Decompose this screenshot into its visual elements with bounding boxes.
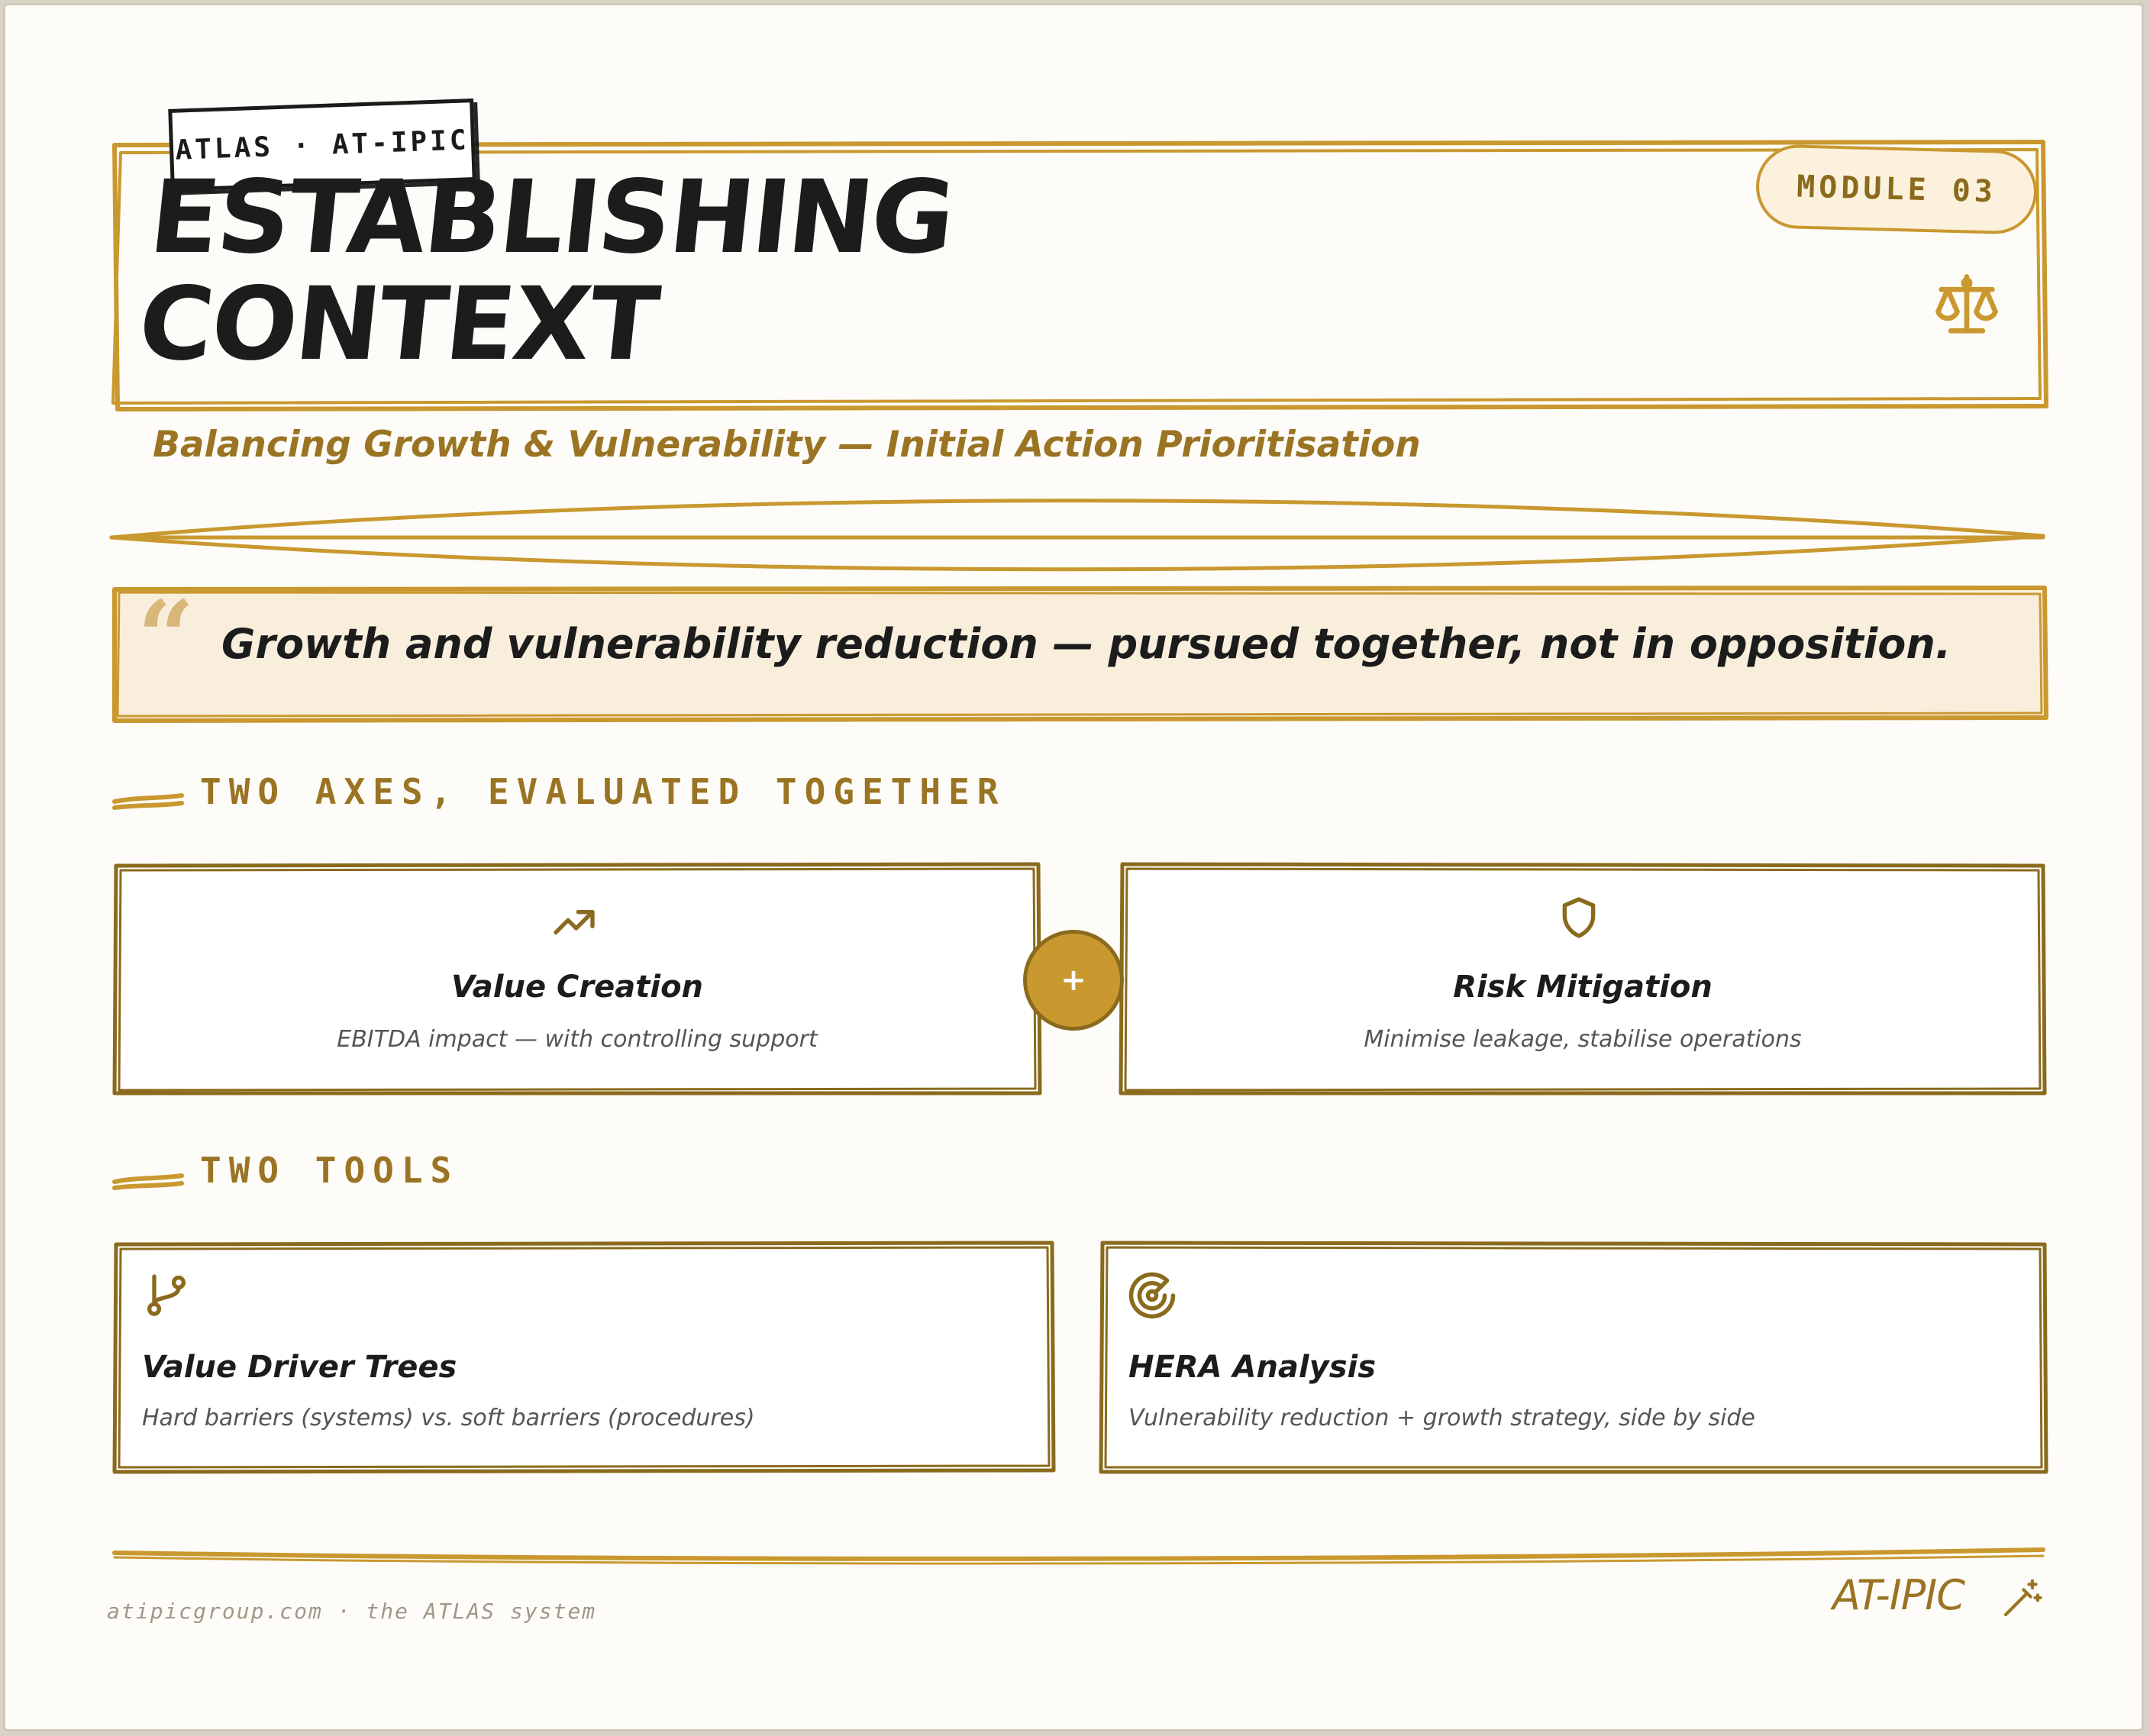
- module-badge: MODULE 03: [1755, 144, 2039, 235]
- quote-text: Growth and vulnerability reduction — pursued together, not in opposition.: [221, 620, 1951, 668]
- value-creation-title: Value Creation: [450, 970, 704, 1005]
- page-title: [133, 159, 1148, 383]
- hera-analysis-subtitle: Vulnerability reduction + growth strategy, side by side: [1128, 1405, 1755, 1431]
- shield-icon: [1554, 893, 1603, 942]
- hera-analysis-title: HERA Analysis: [1128, 1350, 1377, 1385]
- page-title-line1: ESTABLISHING: [144, 159, 959, 276]
- section-label-axes: TWO AXES, EVALUATED TOGETHER: [200, 771, 1006, 812]
- value-creation-subtitle: EBITDA impact — with controlling support: [337, 1026, 818, 1053]
- radar-icon: [1127, 1270, 1177, 1321]
- footer-site-text: atipicgroup.com · the ATLAS system: [107, 1599, 597, 1624]
- magic-wand-icon: [2000, 1577, 2043, 1620]
- brand-tag: ATLAS · AT-IPIC: [168, 98, 476, 192]
- value-driver-trees-title: Value Driver Trees: [142, 1350, 457, 1385]
- trending-up-icon: [550, 898, 599, 947]
- subtitle: Balancing Growth & Vulnerability — Initial Action Prioritisation: [153, 424, 1421, 466]
- quote-mark-icon: “: [137, 579, 195, 695]
- value-driver-trees-subtitle: Hard barriers (systems) vs. soft barriers (procedures): [142, 1405, 755, 1431]
- risk-mitigation-subtitle: Minimise leakage, stabilise operations: [1364, 1026, 1802, 1053]
- git-branch-icon: [142, 1270, 191, 1319]
- scale-icon: [1929, 267, 2005, 344]
- risk-mitigation-title: Risk Mitigation: [1453, 970, 1713, 1005]
- section-label-tools: TWO TOOLS: [200, 1150, 460, 1191]
- footer-logo: AT-IPIC: [1832, 1571, 1964, 1619]
- plus-joiner: +: [1023, 930, 1124, 1031]
- page-title-line2: CONTEXT: [133, 266, 663, 383]
